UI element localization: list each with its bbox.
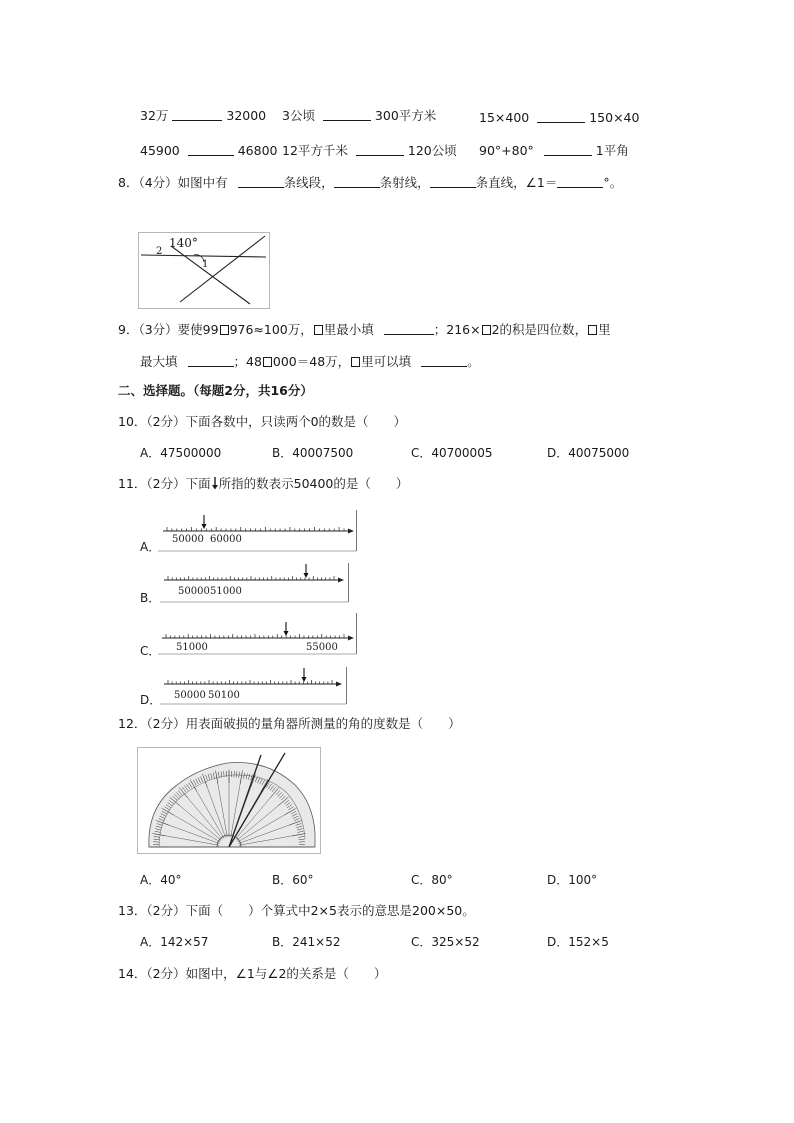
question-9-text: 976≈100万， — [229, 322, 313, 337]
compare-right: 46800 — [237, 143, 278, 158]
figure-label: 2 — [156, 246, 163, 257]
option-d[interactable]: D．100° — [547, 873, 598, 887]
answer-blank[interactable] — [544, 143, 592, 156]
compare-left: 45900 — [140, 143, 180, 158]
question-9-text: ；48 — [233, 354, 262, 369]
number-line-arrowhead — [348, 529, 354, 534]
question-11-text: 11．（2分）下面 — [118, 476, 211, 491]
question-8 — [118, 175, 622, 191]
option-c[interactable]: C． — [140, 644, 161, 658]
question-9-text: 里 — [598, 322, 611, 337]
answer-blank[interactable] — [356, 143, 404, 156]
question-9-line-2 — [140, 354, 480, 370]
option-b[interactable]: B．40007500 — [272, 446, 354, 460]
number-line-label: 60000 — [210, 534, 242, 545]
question-13-stem: 13．（2分）下面（ ）个算式中2×5表示的意思是200×50。 — [118, 903, 475, 918]
number-line-label: 55000 — [306, 642, 338, 653]
compare-left: 90°+80° — [479, 143, 534, 158]
answer-blank[interactable] — [430, 175, 476, 188]
compare-row-1c — [479, 110, 639, 126]
question-8-text: 条直线，∠1＝ — [475, 175, 558, 190]
compare-row-2b — [282, 143, 457, 159]
question-9-text: 2的积是四位数， — [491, 322, 588, 337]
option-b[interactable]: B． — [140, 591, 161, 605]
answer-blank[interactable] — [188, 354, 234, 367]
question-14-stem: 14．（2分）如图中，∠1与∠2的关系是（ ） — [118, 966, 387, 981]
compare-right: 1平角 — [595, 143, 629, 158]
figure-label: 1 — [202, 259, 209, 270]
number-line-arrowhead — [348, 636, 354, 641]
question-9-text: 9．（3分）要使99 — [118, 322, 219, 337]
question-9-text: 里可以填 — [361, 354, 412, 369]
number-line-b — [160, 562, 350, 604]
option-c[interactable]: C．80° — [411, 873, 453, 887]
number-line-a — [158, 509, 358, 553]
question-9-text: ；216× — [433, 322, 481, 337]
question-8-lead: 8．（4分）如图中有 — [118, 175, 228, 190]
question-8-text: 条射线， — [379, 175, 430, 190]
answer-blank[interactable] — [421, 354, 467, 367]
option-d[interactable]: D．40075000 — [547, 446, 630, 460]
option-a[interactable]: A．40° — [140, 873, 182, 887]
figure-line — [171, 246, 250, 304]
answer-blank[interactable] — [557, 175, 603, 188]
option-b[interactable]: B．241×52 — [272, 935, 341, 949]
number-line-label: 50100 — [208, 690, 240, 701]
box-icon — [263, 357, 272, 367]
option-c[interactable]: C．325×52 — [411, 935, 480, 949]
option-c[interactable]: C．40700005 — [411, 446, 493, 460]
answer-blank[interactable] — [384, 322, 434, 335]
question-8-text: °。 — [603, 175, 623, 190]
down-arrow-icon — [302, 677, 307, 682]
compare-row-2c — [479, 143, 629, 159]
answer-blank[interactable] — [238, 175, 284, 188]
answer-blank[interactable] — [172, 108, 222, 121]
number-line-c — [158, 612, 358, 656]
number-line-d — [160, 666, 348, 706]
answer-blank[interactable] — [188, 143, 234, 156]
answer-blank[interactable] — [334, 175, 380, 188]
number-line-arrowhead — [338, 578, 344, 583]
number-line-label: 51000 — [176, 642, 208, 653]
compare-left: 15×400 — [479, 110, 530, 125]
broken-protractor-figure — [137, 747, 323, 857]
question-9-text: 000＝48万， — [272, 354, 351, 369]
box-icon — [482, 325, 491, 335]
box-icon — [220, 325, 229, 335]
number-line-label: 50000 — [178, 586, 210, 597]
figure-angle-label: 140° — [169, 236, 198, 250]
question-11-text: 所指的数表示50400的是（ ） — [218, 476, 409, 491]
question-10-stem: 10．（2分）下面各数中，只读两个0的数是（ ） — [118, 414, 407, 429]
question-11-stem — [118, 476, 408, 492]
box-icon — [314, 325, 323, 335]
compare-row-2 — [140, 143, 278, 159]
number-line-label: 51000 — [210, 586, 242, 597]
compare-left: 12平方千米 — [282, 143, 348, 158]
option-d[interactable]: D． — [140, 693, 162, 707]
section-heading: 二、选择题。（每题2分，共16分） — [118, 383, 313, 398]
number-line-label: 50000 — [172, 534, 204, 545]
compare-row-1 — [140, 108, 266, 124]
question-8-text: 条线段， — [283, 175, 334, 190]
option-d[interactable]: D．152×5 — [547, 935, 609, 949]
down-arrow-icon — [284, 631, 289, 636]
compare-left: 32万 — [140, 108, 169, 123]
down-arrow-icon — [211, 477, 219, 490]
option-a[interactable]: A．142×57 — [140, 935, 209, 949]
box-icon — [588, 325, 597, 335]
compare-right: 32000 — [226, 108, 267, 123]
option-a[interactable]: A．47500000 — [140, 446, 222, 460]
option-a[interactable]: A． — [140, 540, 161, 554]
question-9-line-1 — [118, 322, 611, 338]
q8-lines-figure — [138, 232, 272, 310]
compare-right: 300平方米 — [374, 108, 437, 123]
down-arrow-icon — [202, 524, 207, 529]
answer-blank[interactable] — [537, 110, 585, 123]
number-line-label: 50000 — [174, 690, 206, 701]
question-9-text: 里最小填 — [323, 322, 374, 337]
down-arrow-icon — [304, 573, 309, 578]
compare-right: 120公顷 — [407, 143, 457, 158]
box-icon — [351, 357, 360, 367]
question-9-text: 最大填 — [140, 354, 178, 369]
question-12-stem: 12．（2分）用表面破损的量角器所测量的角的度数是（ ） — [118, 716, 461, 731]
option-b[interactable]: B．60° — [272, 873, 314, 887]
number-line-arrowhead — [336, 682, 342, 687]
compare-right: 150×40 — [589, 110, 640, 125]
compare-left: 3公顷 — [282, 108, 315, 123]
compare-row-1b — [282, 108, 436, 124]
question-9-text: 。 — [467, 354, 480, 369]
answer-blank[interactable] — [323, 108, 371, 121]
